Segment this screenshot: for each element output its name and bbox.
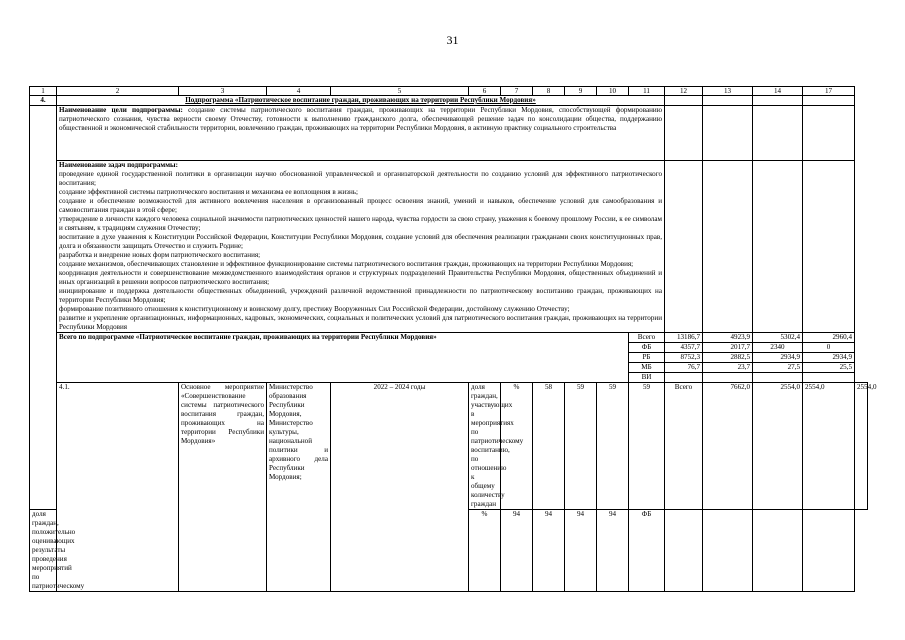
finance-value — [753, 510, 803, 592]
section-number: 4. — [30, 96, 57, 106]
indicator-value: 94 — [533, 510, 565, 592]
task-item: утверждение в личности каждого человека социальной значимости патриотических ценностей нашего народа, чувства гордости за свою страну, уважения к боевому прошлому России, к ее символам и святыням, к традициям служения Отечеству; — [59, 215, 662, 232]
finance-value: 4357,7 — [665, 343, 703, 353]
indicator-text: доля граждан, участвующих в мероприятиях по патриотическому воспитанию, по отношению к общему количеству граждан — [469, 383, 501, 510]
finance-value: 2340 — [753, 343, 803, 353]
finance-value: 23,7 — [703, 363, 753, 373]
finance-value — [703, 510, 753, 592]
activity-row — [30, 383, 868, 510]
activity-period: 2022 – 2024 годы — [331, 383, 469, 592]
goal-cell — [57, 106, 665, 161]
subprogram-title: Подпрограмма «Патриотическое воспитание граждан, проживающих на территории Республики Мордовия» — [57, 96, 665, 106]
finance-source: ФБ — [629, 510, 665, 592]
indicator-value: 59 — [629, 383, 665, 510]
finance-value: 76,7 — [665, 363, 703, 373]
finance-value: 27,5 — [753, 363, 803, 373]
task-item: проведение единой государственной политики в организации научно обоснованной управленческой и организаторской деятельности по созданию условий для эффективного патриотического воспитания; — [59, 170, 662, 187]
col-header: 6 — [469, 87, 501, 96]
task-item: координация деятельности и совершенствование межведомственного взаимодействия органов и структурных подразделений Правительства Республики Мордовия, общественных объединений и иных организаций в решении вопросов патриотического воспитания; — [59, 269, 662, 286]
col-header: 3 — [179, 87, 267, 96]
indicator-value: 94 — [501, 510, 533, 592]
col-header: 17 — [803, 87, 855, 96]
activity-executor: Министерство образования Республики Мордовия, Министерство культуры, национальной политики и архивного дела Республики Мордовия; — [267, 383, 331, 592]
finance-value: 2882,5 — [703, 353, 753, 363]
activity-name: Основное мероприятие «Совершенствование системы патриотического воспитания граждан, проживающих на территории Республики Мордовия» — [179, 383, 267, 592]
task-item: формирование позитивного отношения к конституционному и воинскому долгу, престижу Вооруженных Сил Российской Федерации, достойному служению Отечеству; — [59, 305, 570, 313]
finance-source: РБ — [629, 353, 665, 363]
col-header: 10 — [597, 87, 629, 96]
finance-value: 0 — [803, 343, 855, 353]
subprogram-title-row — [30, 96, 868, 106]
goal-row — [30, 106, 868, 161]
finance-value: 5302,4 — [753, 333, 803, 343]
indicator-unit: % — [501, 383, 533, 510]
col-header: 14 — [753, 87, 803, 96]
finance-source: Всего — [629, 333, 665, 343]
finance-value: 2554,0 — [855, 383, 868, 510]
finance-value — [703, 373, 753, 383]
program-table — [29, 86, 877, 592]
task-item: инициирование и поддержка деятельности общественных объединений, учреждений различной ведомственной принадлежности по патриотическому воспитанию граждан, проживающих на территории Республики Мордовия; — [59, 287, 662, 304]
task-item: разработка и внедрение новых форм патриотического воспитания; — [59, 251, 261, 259]
indicator-unit: % — [469, 510, 501, 592]
col-header: 13 — [703, 87, 753, 96]
task-item: создание эффективной системы патриотического воспитания и механизма ее воплощения в жизнь; — [59, 188, 358, 196]
finance-value — [665, 373, 703, 383]
finance-value: 13186,7 — [665, 333, 703, 343]
col-header: 9 — [565, 87, 597, 96]
finance-source: МБ — [629, 363, 665, 373]
activity-number: 4.1. — [57, 383, 179, 592]
col-header: 5 — [331, 87, 469, 96]
finance-value: 7662,0 — [703, 383, 753, 510]
finance-value: 8752,3 — [665, 353, 703, 363]
finance-value: 2017,7 — [703, 343, 753, 353]
goal-text: создание системы патриотического воспитания граждан, проживающих на территории Республики Мордовия, способствующей формированию патриотического сознания, чувства верности своему Отечеству, готовности к выполнению гражданского долга, обеспечивающей решение задач по консолидации общества, поддержанию общественной и экономической стабильности территории, вовлечению граждан, проживающих на территории Республики Мордовия, в активную практику социального строительства — [59, 106, 663, 132]
finance-value: 2554,0 — [753, 383, 803, 510]
goal-label: Наименование цели подпрограммы: — [59, 106, 183, 114]
task-item: воспитание в духе уважения к Конституции Российской Федерации, Конституции Республики Мордовия, создание условий для обеспечения реализации гражданами своих конституционных прав, долга и обязанности защищать Отечество и служить Родине; — [59, 233, 662, 250]
col-header: 1 — [30, 87, 57, 96]
tasks-row — [30, 161, 868, 333]
finance-source: Всего — [665, 383, 703, 510]
subprogram-total-label: Всего по подпрограмме «Патриотическое воспитание граждан, проживающих на территории Республики Мордовия» — [57, 333, 629, 383]
col-header: 11 — [629, 87, 665, 96]
finance-row-total — [30, 333, 868, 343]
indicator-value: 59 — [565, 383, 597, 510]
tasks-cell — [57, 161, 665, 333]
task-item: развитие и укрепление организационных, информационных, кадровых, экономических, социальных и политических условий для патриотического воспитания граждан, проживающих на территории Республики Мордовия — [59, 314, 662, 331]
indicator-value: 59 — [597, 383, 629, 510]
col-header: 12 — [665, 87, 703, 96]
finance-value — [803, 510, 855, 592]
indicator-value: 58 — [533, 383, 565, 510]
finance-value — [803, 373, 855, 383]
finance-value: 2554,0 — [803, 383, 855, 510]
finance-value — [665, 510, 703, 592]
indicator-text: доля граждан, положительно оценивающих результаты проведения мероприятий по патриотическому — [30, 510, 57, 592]
col-header: 7 — [501, 87, 533, 96]
col-header: 8 — [533, 87, 565, 96]
col-header: 4 — [267, 87, 331, 96]
page-number: 31 — [446, 33, 459, 47]
finance-source: ВИ — [629, 373, 665, 383]
task-item: создание и обеспечение возможностей для активного вовлечения населения в организованный процесс освоения знаний, умений и навыков, обеспечение условий для самообразования и самовоспитания граждан в этой сфере; — [59, 197, 662, 214]
indicator-value: 94 — [597, 510, 629, 592]
finance-value: 4923,9 — [703, 333, 753, 343]
tasks-label: Наименование задач подпрограммы: — [59, 161, 178, 169]
finance-value — [753, 373, 803, 383]
finance-source: ФБ — [629, 343, 665, 353]
finance-value: 2960,4 — [803, 333, 855, 343]
task-item: создание механизмов, обеспечивающих становление и эффективное функционирование системы патриотического воспитания граждан, проживающих на территории Республики Мордовия; — [59, 260, 634, 268]
indicator-value: 94 — [565, 510, 597, 592]
column-number-row — [30, 87, 868, 96]
finance-value: 25,5 — [803, 363, 855, 373]
finance-value: 2934,9 — [753, 353, 803, 363]
col-header: 2 — [57, 87, 179, 96]
finance-value: 2934,9 — [803, 353, 855, 363]
